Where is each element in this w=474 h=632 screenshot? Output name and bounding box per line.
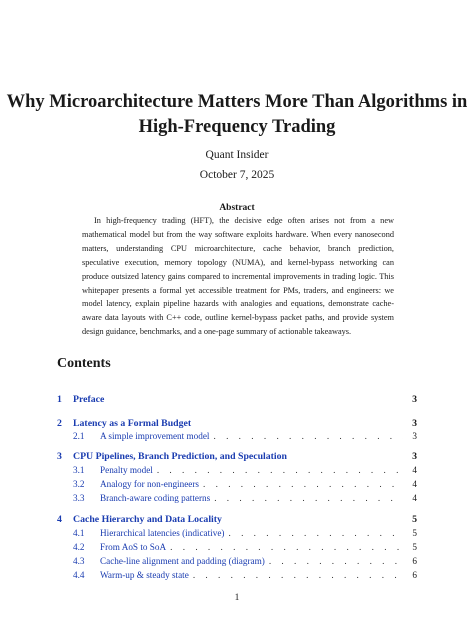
toc-dot-leader — [213, 431, 403, 441]
toc-entry-page: 3 — [412, 451, 417, 462]
toc-entry[interactable] — [57, 479, 417, 493]
toc-entry-title[interactable]: Latency as a Formal Budget — [73, 418, 192, 429]
toc-entry-page: 3 — [412, 394, 417, 405]
toc-dot-leader — [214, 493, 403, 503]
toc-entry-number: 1 — [57, 394, 62, 405]
toc-entry-title[interactable]: Preface — [73, 394, 105, 405]
toc-entry[interactable] — [57, 394, 417, 408]
page-number: 1 — [234, 593, 240, 603]
toc-entry-page: 4 — [412, 479, 417, 489]
toc-entry[interactable] — [57, 465, 417, 479]
toc-entry-page: 4 — [412, 465, 417, 475]
paper-title: Why Microarchitecture Matters More Than Algorithms in High-Frequency Trading — [6, 92, 468, 137]
toc-entry[interactable] — [57, 418, 417, 432]
toc-entry-number: 3 — [57, 451, 62, 462]
toc-entry[interactable] — [57, 542, 417, 556]
toc-entry-number: 4.4 — [73, 570, 85, 580]
toc-entry-page: 5 — [412, 514, 417, 525]
toc-dot-leader — [269, 556, 403, 566]
toc-dot-leader — [228, 528, 403, 538]
toc-entry-title[interactable]: Penalty model — [100, 465, 153, 475]
date: October 7, 2025 — [199, 169, 275, 181]
toc-dot-leader — [193, 570, 403, 580]
toc-entry-number: 4.3 — [73, 556, 85, 566]
toc-entry-number: 4 — [57, 514, 62, 525]
toc-entry-number: 3.3 — [73, 493, 85, 503]
toc-entry-page: 3 — [412, 431, 417, 441]
toc-entry-title[interactable]: Branch-aware coding patterns — [100, 493, 211, 503]
toc-entry-title[interactable]: Analogy for non-engineers — [100, 479, 199, 489]
toc-entry-number: 4.2 — [73, 542, 85, 552]
toc-entry-number: 2.1 — [73, 431, 85, 441]
toc-entry-number: 3.1 — [73, 465, 85, 475]
toc-dot-leader — [157, 465, 403, 475]
toc-entry-title[interactable]: A simple improvement model — [100, 431, 210, 441]
toc-entry-number: 4.1 — [73, 528, 85, 538]
toc-entry-title[interactable]: Cache Hierarchy and Data Locality — [73, 514, 222, 525]
toc-entry-page: 3 — [412, 418, 417, 429]
toc-dot-leader — [203, 479, 403, 489]
toc-dot-leader — [170, 542, 403, 552]
toc-entry-number: 2 — [57, 418, 62, 429]
toc-entry[interactable] — [57, 528, 417, 542]
contents-heading: Contents — [57, 356, 111, 371]
author: Quant Insider — [205, 149, 269, 161]
toc-entry-title[interactable]: Warm-up & steady state — [100, 570, 189, 580]
toc-entry[interactable] — [57, 431, 417, 445]
toc-entry[interactable] — [57, 570, 417, 584]
toc-entry-title[interactable]: Hierarchical latencies (indicative) — [100, 528, 225, 538]
toc-entry[interactable] — [57, 514, 417, 528]
toc-entry[interactable] — [57, 493, 417, 507]
toc-entry-number: 3.2 — [73, 479, 85, 489]
toc-entry-page: 4 — [412, 493, 417, 503]
toc-entry-page: 5 — [412, 528, 417, 538]
toc-entry-title[interactable]: From AoS to SoA — [100, 542, 167, 552]
toc-entry[interactable] — [57, 451, 417, 465]
toc-entry-page: 6 — [412, 570, 417, 580]
toc-entry-title[interactable]: CPU Pipelines, Branch Prediction, and Speculation — [73, 451, 288, 462]
toc-entry-title[interactable]: Cache-line alignment and padding (diagram) — [100, 556, 265, 566]
abstract-body: In high-frequency trading (HFT), the decisive edge often arises not from a new mathematical model but from the way software exploits hardware. When every nanosecond matters, understanding CPU microarchitecture, cache behavior, branch prediction, speculative execution, memory topology (NUMA), and kernel-bypass networking can produce outsized latency gains compared to incremental improvements in trading logic. This whitepaper presents a formal yet accessible treatment for PMs, traders, and engineers: we model latency, explain pipeline hazards with analogies and equations, demonstrate cache-aware data layouts with C++ code, outline kernel-bypass packet paths, and provide system design guidance, benchmarks, and a one-page summary of actionable takeaways. — [82, 216, 394, 337]
toc-entry-page: 6 — [412, 556, 417, 566]
abstract-heading: Abstract — [219, 203, 255, 213]
toc-entry[interactable] — [57, 556, 417, 570]
toc-entry-page: 5 — [412, 542, 417, 552]
